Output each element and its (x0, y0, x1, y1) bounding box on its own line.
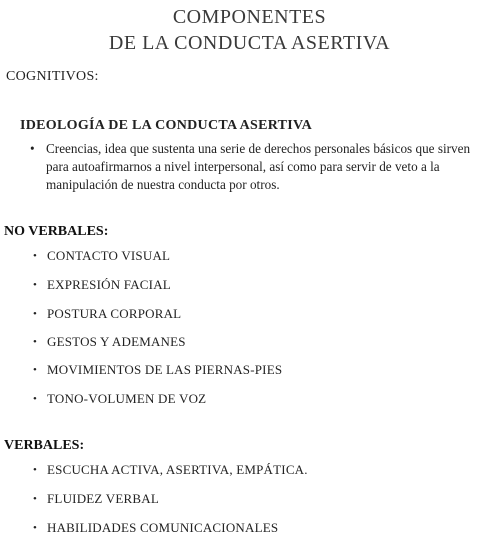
list-item (33, 362, 282, 378)
list-item (33, 491, 159, 507)
list-item (33, 334, 186, 350)
section-heading-cognitivos: COGNITIVOS: (6, 69, 99, 84)
subheading-ideologia: IDEOLOGÍA DE LA CONDUCTA ASERTIVA (20, 118, 313, 133)
list-item (33, 462, 308, 478)
bullet-icon: • (30, 141, 35, 156)
list-item (33, 306, 181, 322)
bullet-icon: • (33, 308, 38, 320)
bullet-icon: • (33, 336, 38, 348)
bullet-icon: • (33, 464, 38, 476)
bullet-icon: • (33, 522, 38, 534)
list-item-text: ESCUCHA ACTIVA, ASERTIVA, EMPÁTICA. (47, 462, 308, 477)
bullet-icon: • (33, 493, 38, 505)
list-item (33, 248, 170, 264)
page-title-line-1: COMPONENTES (172, 6, 327, 28)
list-item (33, 520, 278, 536)
section-heading-no-verbales: NO VERBALES: (4, 224, 109, 239)
list-item-text: POSTURA CORPORAL (47, 306, 182, 321)
list-item-text: HABILIDADES COMUNICACIONALES (47, 520, 279, 535)
bullet-icon: • (33, 364, 38, 376)
bullet-icon: • (33, 279, 38, 291)
list-item-text: TONO-VOLUMEN DE VOZ (47, 391, 207, 406)
bullet-icon: • (33, 393, 38, 405)
cognitivos-paragraph (30, 140, 492, 194)
list-item-text: GESTOS Y ADEMANES (47, 334, 186, 349)
list-item-text: CONTACTO VISUAL (47, 248, 171, 263)
list-item (33, 277, 171, 293)
list-item-text: FLUIDEZ VERBAL (47, 491, 159, 506)
cognitivos-paragraph-text: Creencias, idea que sustenta una serie de derechos personales básicos que sirven para autoafirmarnos a nivel interpersonal, así como para servir de veto a la manipulación de nuestra conducta por otros. (46, 141, 471, 192)
list-item (33, 391, 206, 407)
list-item-text: EXPRESIÓN FACIAL (47, 277, 171, 292)
section-heading-verbales: VERBALES: (4, 438, 85, 453)
page-title-line-2: DE LA CONDUCTA ASERTIVA (108, 32, 391, 54)
list-item-text: MOVIMIENTOS DE LAS PIERNAS-PIES (47, 362, 283, 377)
bullet-icon: • (33, 250, 38, 262)
